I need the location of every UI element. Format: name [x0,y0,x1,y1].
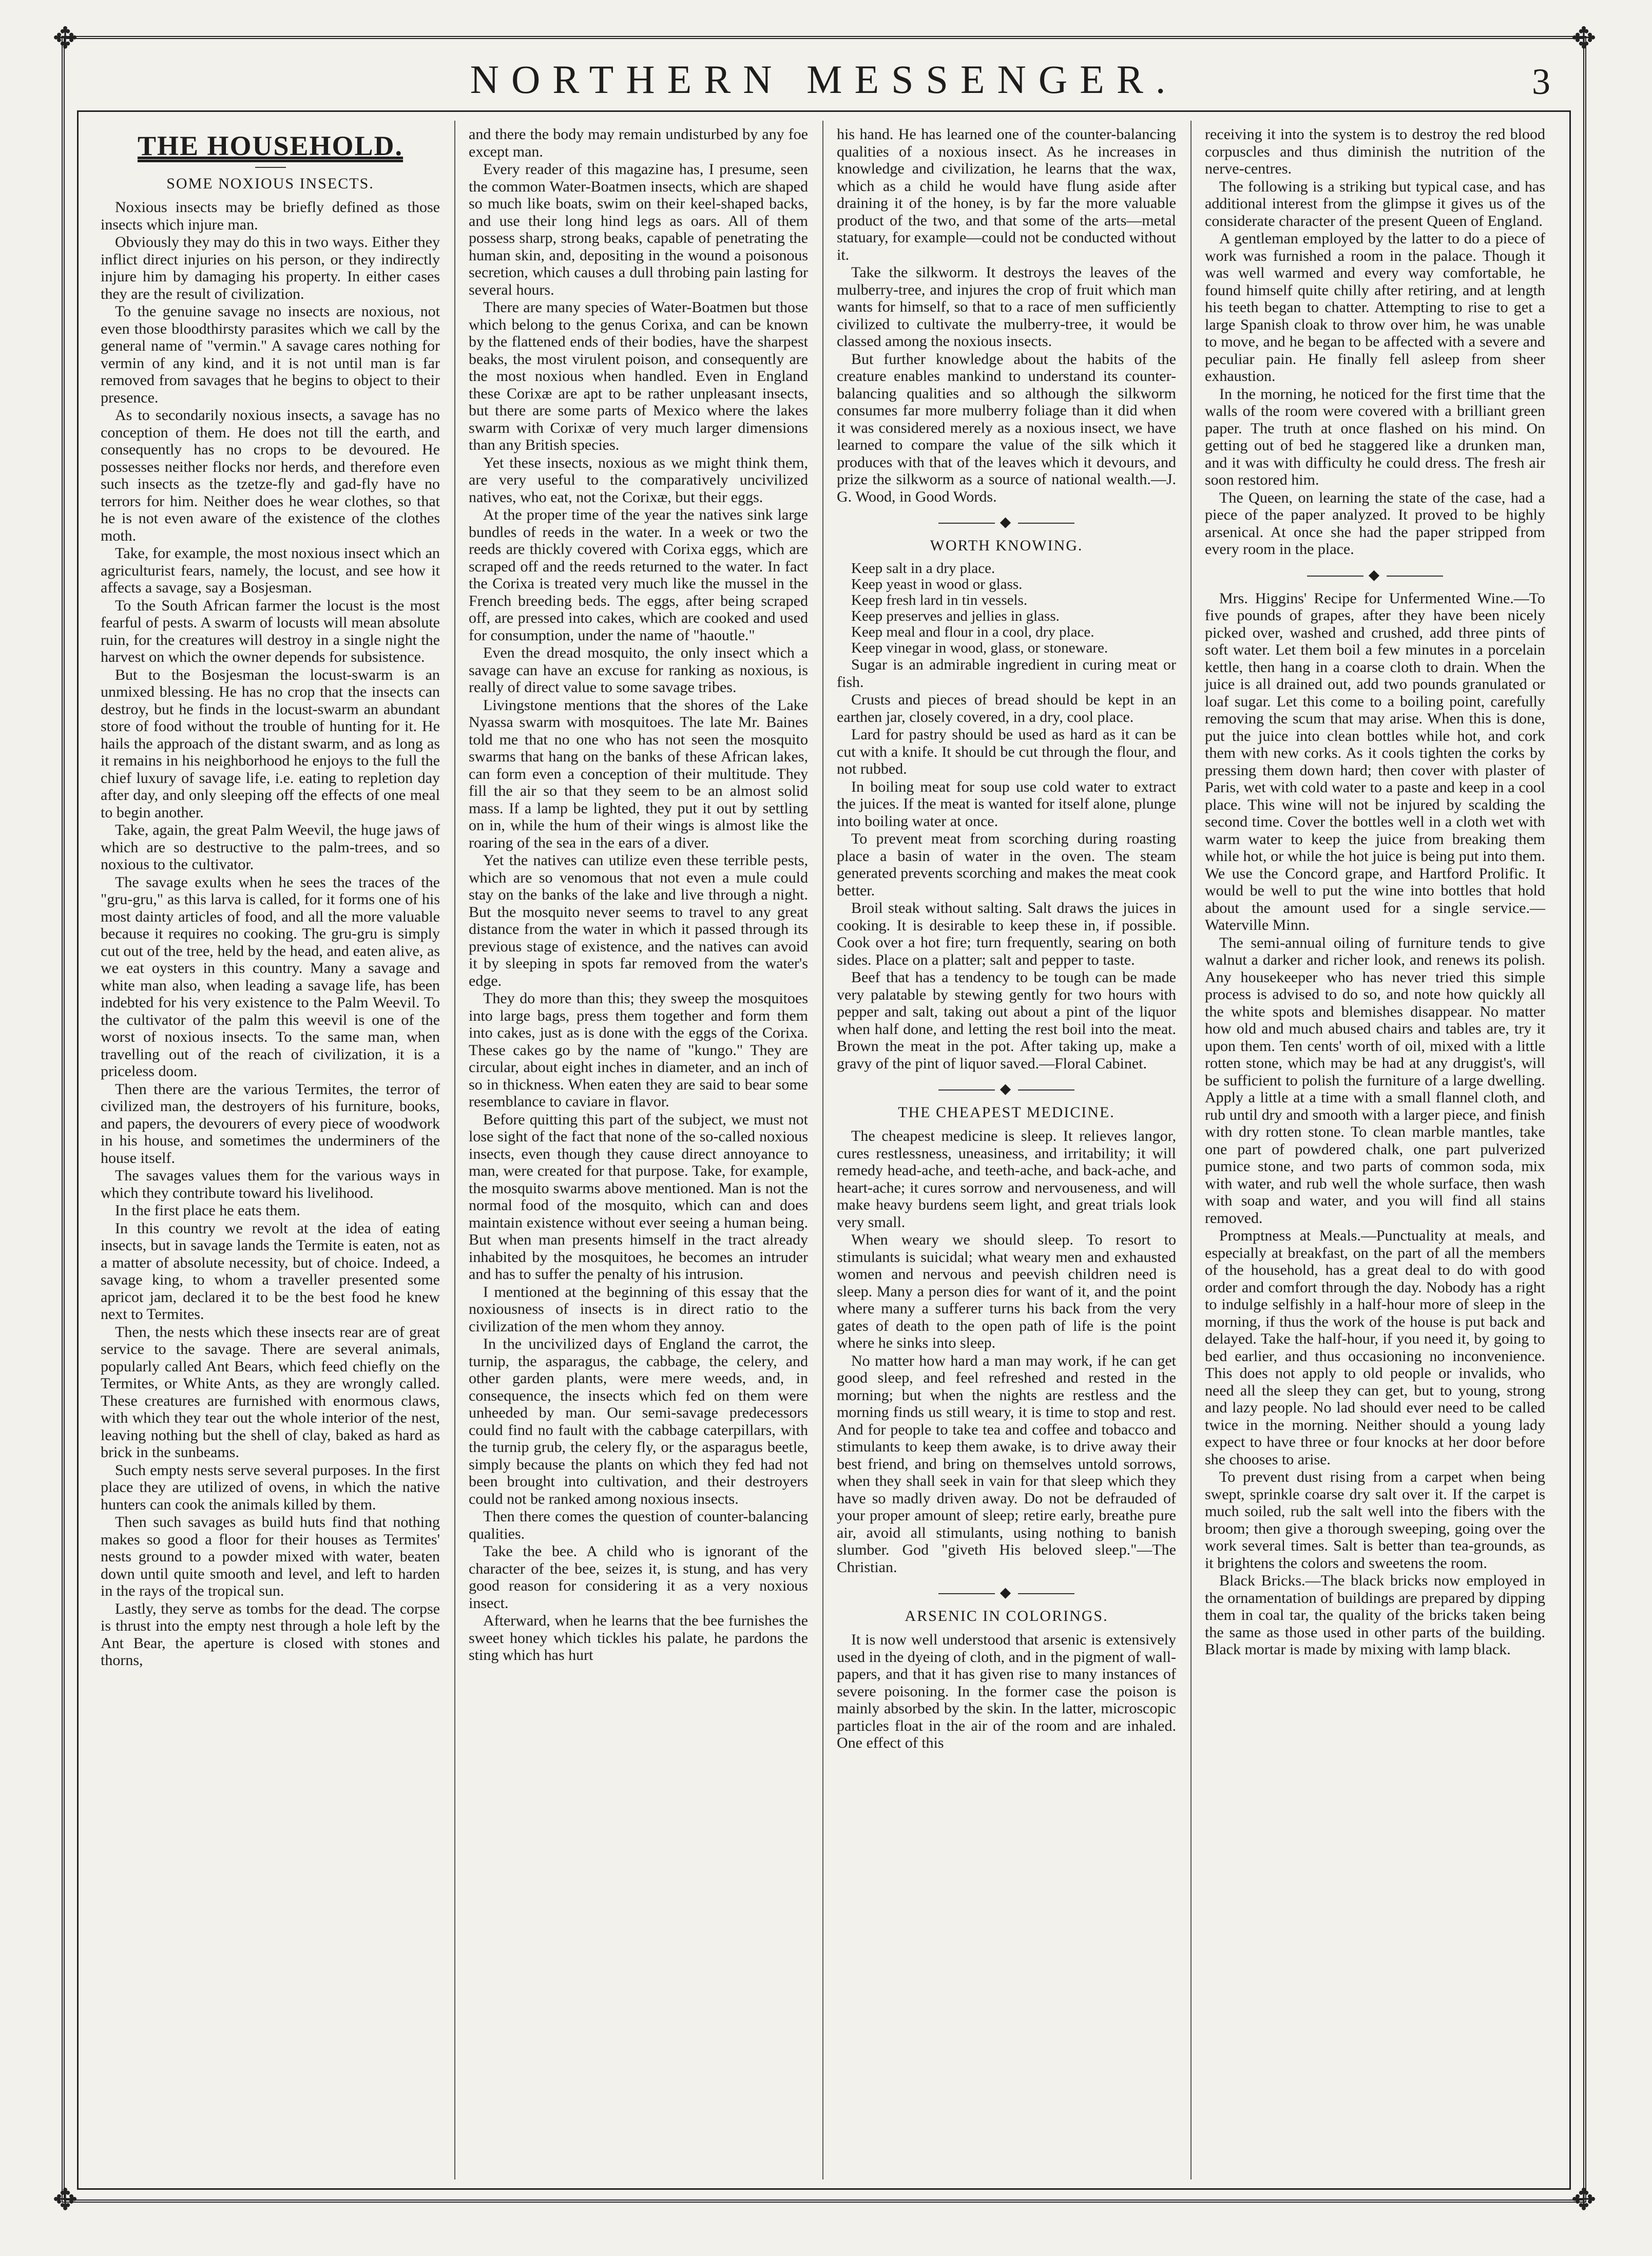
paragraph: In this country we revolt at the idea of eating insects, but in savage lands the Termite is eaten, not as a matter of absolute necessity, but of choice. Indeed, a savage king, to whom a traveller presented some apricot jam, declared it to be the best food he knew next to Termites. [101,1219,440,1323]
paragraph: Take the bee. A child who is ignorant of the character of the bee, seizes it, is stung, and has very good reason for considering it as a very noxious insect. [469,1543,808,1612]
paragraph: When weary we should sleep. To resort to stimulants is suicidal; what weary men and exhausted women and nervous and peevish children need is sleep. Many a person dies for want of it, and the point where many a sufferer turns his back from the very gates of death to the open path of life is the point where he sinks into sleep. [837,1231,1176,1351]
paragraph: Take, again, the great Palm Weevil, the huge jaws of which are so destructive to the palm-trees, and so noxious to the cultivator. [101,821,440,873]
paragraph: Sugar is an admirable ingredient in curing meat or fish. [837,656,1176,691]
paragraph: receiving it into the system is to destroy the red blood corpuscles and thus diminish the nutrition of the nerve-centres. [1205,126,1545,177]
paragraph: In the morning, he noticed for the first time that the walls of the room were covered with a brilliant green paper. The truth at once flashed on his mind. On getting out of bed he staggered like a drunken man, and it was with difficulty he could dress. The fresh air soon restored him. [1205,385,1545,488]
paragraph: Broil steak without salting. Salt draws the juices in cooking. It is desirable to keep these in, if possible. Cook over a hot fire; turn frequently, searing on both sides. Place on a platter; salt and pepper to taste. [837,900,1176,968]
paragraph: Livingstone mentions that the shores of the Lake Nyassa swarm with mosquitoes. The late Mr. Baines told me that no one who has not seen the mosquito swarms that hang on the banks of these African lakes, can form even a conception of their multitude. They fill the air so that they seem to be an almost solid mass. If a lamp be lighted, they put it out by settling on in, while the hum of their wings is almost like the roaring of the sea in the ears of a diver. [469,696,808,851]
divider-ornament-icon: ◆ [1000,1585,1013,1600]
paragraph: Every reader of this magazine has, I presume, seen the common Water-Boatmen insects, which are shaped so much like boats, swim on their keel-shaped backs, and use their long hind legs as oars. All of them possess sharp, strong beaks, capable of penetrating the human skin, and, depositing in the wound a poisonous secretion, which causes a dull throbing pain lasting for several hours. [469,161,808,298]
paragraph: and there the body may remain undisturbed by any foe except man. [469,126,808,160]
paragraph: Then, the nests which these insects rear are of great service to the savage. There are several animals, popularly called Ant Bears, which feed chiefly on the Termites, or White Ants, as they are wrongly called. These creatures are furnished with enormous claws, with which they tear out the whole interior of the nest, leaving nothing but the shell of clay, baked as hard as brick in the sunbeams. [101,1323,440,1461]
paragraph: Noxious insects may be briefly defined as those insects which injure man. [101,199,440,233]
paragraph: In the first place he eats them. [115,1202,300,1219]
corner-ornament-icon: ✥ [52,2183,78,2216]
article-title: THE CHEAPEST MEDICINE. [898,1104,1115,1121]
paragraph: Yet the natives can utilize even these terrible pests, which are so venomous that not even a mule could stay on the banks of the lake and live through a night. But the mosquito never seems to travel to any great distance from the water in which it passed through its previous stage of existence, and the natives can avoid it by sleeping in spots far removed from the water's edge. [469,852,808,989]
paragraph: In boiling meat for soup use cold water to extract the juices. If the meat is wanted for itself alone, plunge into boiling water at once. [837,778,1176,830]
paragraph: The Queen, on learning the state of the case, had a piece of the paper analyzed. It proved to be highly arsenical. At once she had the paper stripped from every room in the place. [1205,489,1545,558]
paragraph: To the genuine savage no insects are noxious, not even those bloodthirsty parasites which we call by the general name of "vermin." A savage cares nothing for vermin of any kind, and it is not until man is far removed from savages that he begins to object to their presence. [101,303,440,406]
list-item: Keep preserves and jellies in glass. [851,608,1060,624]
paragraph: The semi-annual oiling of furniture tends to give walnut a darker and richer look, and renews its polish. Any housekeeper who has never tried this simple process is advised to do so, and note how quickly all the white spots and blemishes disappear. No matter how old and much abused chairs and tables are, try it upon them. Ten cents' worth of oil, mixed with a little rotten stone, which may be had at any druggist's, will be sufficient to polish the furniture of a large dwelling. Apply a little at a time with a small flannel cloth, and rub until dry and smooth with a larger piece, and finish with dry rotten stone. To clean marble mantles, take one part of powdered chalk, one part pulverized pumice stone, and two parts of common soda, mix with water, and rub well the whole surface, then wash with soap and water, and you will find all stains removed. [1205,934,1545,1227]
paragraph: Lastly, they serve as tombs for the dead. The corpse is thrust into the empty nest through a hole left by the Ant Bear, the aperture is closed with stones and thorns, [101,1600,440,1669]
column-3 [823,121,1192,2179]
section-divider [837,514,1176,530]
divider-ornament-icon: ◆ [1369,567,1381,582]
article-title: SOME NOXIOUS INSECTS. [166,175,374,192]
paragraph: Then such savages as build huts find that nothing makes so good a floor for their houses as Termites' nests ground to a powder mixed with water, beaten down until quite smooth and level, and left to harden in the rays of the tropical sun. [101,1514,440,1599]
list-item: Keep vinegar in wood, glass, or stoneware. [851,640,1108,656]
corner-ornament-icon: ✥ [1571,22,1597,55]
paragraph: I mentioned at the beginning of this essay that the noxiousness of insects is in direct ratio to the civilization of the men whom they annoy. [469,1283,808,1335]
paragraph: It is now well understood that arsenic is extensively used in the dyeing of cloth, and in the pigment of wall-papers, and that it has given rise to many instances of severe poisoning. In the former case the poison is mainly absorbed by the skin. In the latter, microscopic particles float in the air of the room and are inhaled. One effect of this [837,1631,1176,1751]
paragraph: No matter how hard a man may work, if he can get good sleep, and feel refreshed and rested in the morning; but when the nights are restless and the morning finds us still weary, it is time to stop and rest. And for people to take tea and coffee and tobacco and stimulants to keep them awake, is to drive away their best friend, and bring on themselves untold sorrows, when they shall seek in vain for that sleep which they have so madly driven away. Do not be defrauded of your proper amount of sleep; retire early, breathe pure air, avoid all stimulants, using nothing to banish slumber. God "giveth His beloved sleep."—The Christian. [837,1352,1176,1576]
masthead [77,51,1571,108]
paragraph: The savage exults when he sees the traces of the "gru-gru," as this larva is called, for it forms one of his most dainty articles of food, and all the more valuable because it requires no cooking. The gru-gru is simply cut out of the tree, held by the head, and eaten alive, as we eat oysters in this country. Many a savage and white man also, when leading a savage life, has been indebted for his very existence to the Palm Weevil. To the cultivator of the palm this weevil is one of the worst of noxious insects. To the same man, when travelling out of the reach of civilization, it is a priceless doom. [101,873,440,1080]
paragraph: The cheapest medicine is sleep. It relieves langor, cures restlessness, uneasiness, and irritability; it will remedy head-ache, and teeth-ache, and back-ache, and heart-ache; it cures sorrow and nervouseness, and will make heavy burdens seem light, and great trials look very small. [837,1127,1176,1231]
paragraph: Take the silkworm. It destroys the leaves of the mulberry-tree, and injures the crop of fruit which man wants for himself, so that to a race of men sufficiently civilized to cultivate the mulberry-tree, it would be classed among the noxious insects. [837,264,1176,350]
paragraph: The savages values them for the various ways in which they contribute toward his livelihood. [101,1167,440,1201]
paragraph: Then there are the various Termites, the terror of civilized man, the destroyers of his furniture, books, and papers, the devourers of every piece of woodwork in his house, and sometimes the underminers of the house itself. [101,1080,440,1167]
paragraph: At the proper time of the year the natives sink large bundles of reeds in the water. In a week or two the reeds are thickly covered with Corixa eggs, which are scraped off and the reeds returned to the water. In fact the Corixa is treated very much like the mussel in the French breeding beds. The eggs, after being scraped off, are pressed into cakes, which are cooked and used for consumption, under the name of "haoutle." [469,506,808,644]
list-item: Keep yeast in wood or glass. [851,576,1023,592]
section-title: THE HOUSEHOLD. [137,130,404,161]
paragraph: As to secondarily noxious insects, a savage has no conception of them. He does not till the earth, and consequently has no crops to be devoured. He possesses neither flocks nor herds, and therefore even such insects as the tzetze-fly and gad-fly have no terrors for him. Neither does he wear clothes, so that he is not even aware of the existence of the clothes moth. [101,407,440,544]
paragraph: Mrs. Higgins' Recipe for Unfermented Wine.—To five pounds of grapes, after they have been nicely picked over, washed and crushed, add three pints of soft water. Let them boil a few minutes in a porcelain kettle, then hang in a coarse cloth to drain. When the juice is all drained out, add two pounds granulated or loaf sugar. Let this come to a boiling point, carefully removing the scum that may arise. When this is done, put the juice into clean bottles while hot, and cork them with new corks. As it cools tighten the corks by pressing them down hard; then cover with plaster of Paris, wet with cold water to a paste and keep in a cool place. This wine will not be injured by scalding the second time. Cover the bottles well in a cloth wet with warm water to keep the juice from breaking them while hot, or while the hot juice is being put into them. We use the Concord grape, and Hartford Prolific. It would be well to put the wine into bottles that hold about the amount used for a single service.—Waterville Minn. [1205,589,1545,933]
list-item: Keep fresh lard in tin vessels. [851,592,1028,608]
paragraph: There are many species of Water-Boatmen but those which belong to the genus Corixa, and can be known by the flattened ends of their bodies, have the sharpest beaks, the most virulent poison, and consequently are the most noxious when handled. Even in England these Corixæ are apt to be rather unpleasant insects, but there are some parts of Mexico where the lakes swarm with Corixæ of very much larger dimensions than any British species. [469,299,808,453]
section-divider [837,1585,1176,1600]
paragraph: Before quitting this part of the subject, we must not lose sight of the fact that none of the so-called noxious insects, even though they cause direct annoyance to man, were created for that purpose. Take, for example, the mosquito swarms above mentioned. Man is not the normal food of the mosquito, which can and does maintain existence without ever seeing a human being. But when man presents himself in the tract already inhabited by the mosquitoes, he becomes an intruder and has to suffer the penalty of his intrusion. [469,1111,808,1283]
paragraph: Yet these insects, noxious as we might think them, are very useful to the comparatively uncivilized natives, who eat, not the Corixæ, but their eggs. [469,454,808,506]
paragraph: In the uncivilized days of England the carrot, the turnip, the asparagus, the cabbage, the celery, and other garden plants, were mere weeds, and, in consequence, the insects which fed on them were unheeded by man. Our semi-savage predecessors could find no fault with the cabbage caterpillars, with the turnip grub, the celery fly, or the asparagus beetle, simply because the plants on which they fed had not been brought into cultivation, and their destroyers could not be ranked among noxious insects. [469,1335,808,1507]
paragraph: Take, for example, the most noxious insect which an agriculturist fears, namely, the locust, and see how it affects a savage, say a Bosjesman. [101,545,440,596]
paragraph: The following is a striking but typical case, and has additional interest from the glimpse it gives us of the considerate character of the present Queen of England. [1205,178,1545,230]
column-1 [87,121,455,2179]
page-number: 3 [1532,61,1550,102]
article-title: ARSENIC IN COLORINGS. [905,1608,1108,1624]
divider-ornament-icon: ◆ [1000,514,1013,529]
paragraph: Such empty nests serve several purposes. In the first place they are utilized of ovens, in which the native hunters can cook the animals killed by them. [101,1461,440,1513]
column-2 [455,121,823,2179]
paragraph: Beef that has a tendency to be tough can be made very palatable by stewing gently for two hours with pepper and salt, taking out about a pint of the liquor when half done, and letting the rest boil into the meat. Brown the meat in the pot. After taking up, make a gravy of the pint of liquor saved.—Floral Cabinet. [837,969,1176,1072]
paragraph: A gentleman employed by the latter to do a piece of work was furnished a room in the palace. Though it was well warmed and every way comfortable, he found himself quite chilly after retiring, and at length his teeth began to chatter. Attempting to rise to get a large Spanish cloak to throw over him, he was unable to move, and he began to be affected with a severe and peculiar pain. He finally fell asleep from sheer exhaustion. [1205,230,1545,385]
paragraph: Even the dread mosquito, the only insect which a savage can have an excuse for ranking as noxious, is really of direct value to some savage tribes. [469,644,808,696]
paragraph: his hand. He has learned one of the counter-balancing qualities of a noxious insect. As he increases in knowledge and civilization, he learns that the wax, which as a child he would have flung aside after draining it of the honey, is by far the more valuable product of the two, and that some of the arts—metal statuary, for example—could not be conducted without it. [837,126,1176,263]
article-title: WORTH KNOWING. [930,537,1083,554]
paragraph: But to the Bosjesman the locust-swarm is an unmixed blessing. He has no crop that the insects can destroy, but he finds in the locust-swarm an abundant store of food without the trouble of hunting for it. He hails the approach of the distant swarm, and as long as it remains in his neighborhood he enjoys to the full the chief luxury of savage life, i.e. eating to repletion day after day, and only sleeping off the effects of one meal to begin another. [101,666,440,821]
section-divider [1205,567,1545,583]
column-4 [1192,121,1560,2179]
paragraph: Obviously they may do this in two ways. Either they inflict direct injuries on his person, or they indirectly injure him by damaging his property. In either cases they are the result of civilization. [101,234,440,302]
paragraph: To prevent dust rising from a carpet when being swept, sprinkle coarse dry salt over it. If the carpet is much soiled, rub the salt well into the fibers with the broom; then give a thorough sweeping, going over the work several times. Salt is better than tea-grounds, as it brightens the colors and sweetens the room. [1205,1468,1545,1572]
corner-ornament-icon: ✥ [52,22,78,55]
paragraph: Afterward, when he learns that the bee furnishes the sweet honey which tickles his palate, he pardons the sting which has hurt [469,1612,808,1664]
paragraph: Promptness at Meals.—Punctuality at meals, and especially at breakfast, on the part of all the members of the household, has a great deal to do with good order and comfort through the day. Nobody has a right to indulge selfishly in a half-hour more of sleep in the morning, if thus the work of the house is put back and delayed. Take the half-hour, if you need it, by going to bed earlier, and thus occasioning no inconvenience. This does not apply to old people or invalids, who need all the sleep they can get, but to young, strong and lazy people. No lad should ever need to be called twice in the morning. Neither should a young lady expect to have three or four knocks at her door before she chooses to arise. [1205,1227,1545,1468]
paragraph: To prevent meat from scorching during roasting place a basin of water in the oven. The steam generated prevents scorching and makes the meat cook better. [837,830,1176,899]
paragraph: Lard for pastry should be used as hard as it can be cut with a knife. It should be cut through the flour, and not rubbed. [837,726,1176,777]
divider [255,167,286,168]
paragraph: They do more than this; they sweep the mosquitoes into large bags, press them together and form them into cakes, just as is done with the eggs of the Corixa. These cakes go by the name of "kungo." They are circular, about eight inches in diameter, and an inch of so in thickness. When eaten they are said to bear some resemblance to caviare in flavor. [469,990,808,1110]
paragraph: Crusts and pieces of bread should be kept in an earthen jar, closely covered, in a dry, cool place. [837,691,1176,725]
divider-ornament-icon: ◆ [1000,1081,1013,1096]
paragraph: To the South African farmer the locust is the most fearful of pests. A swarm of locusts will mean absolute ruin, for the creatures will destroy in a single night the harvest on which the owner depends for subsistence. [101,597,440,665]
list-item: Keep meal and flour in a cool, dry place. [851,624,1094,640]
paragraph: Then there comes the question of counter-balancing qualities. [469,1508,808,1542]
list-item: Keep salt in a dry place. [851,560,995,577]
paragraph: But further knowledge about the habits of the creature enables mankind to understand its counter-balancing qualities and so although the silkworm consumes far more mulberry foliage than it did when it was considered merely as a noxious insect, we have learned to compare the value of the silk which it produces with that of the leaves which it devours, and prize the silkworm as a source of national wealth.—J. G. Wood, in Good Words. [837,350,1176,505]
article-columns [87,121,1561,2179]
paragraph: Black Bricks.—The black bricks now employed in the ornamentation of buildings are prepared by dipping them in coal tar, the quality of the bricks taken being the same as those used in other parts of the building. Black mortar is made by mixing with lamp black. [1205,1572,1545,1658]
corner-ornament-icon: ✥ [1571,2183,1597,2216]
publication-title: NORTHERN MESSENGER. [470,57,1178,102]
section-divider [837,1081,1176,1097]
